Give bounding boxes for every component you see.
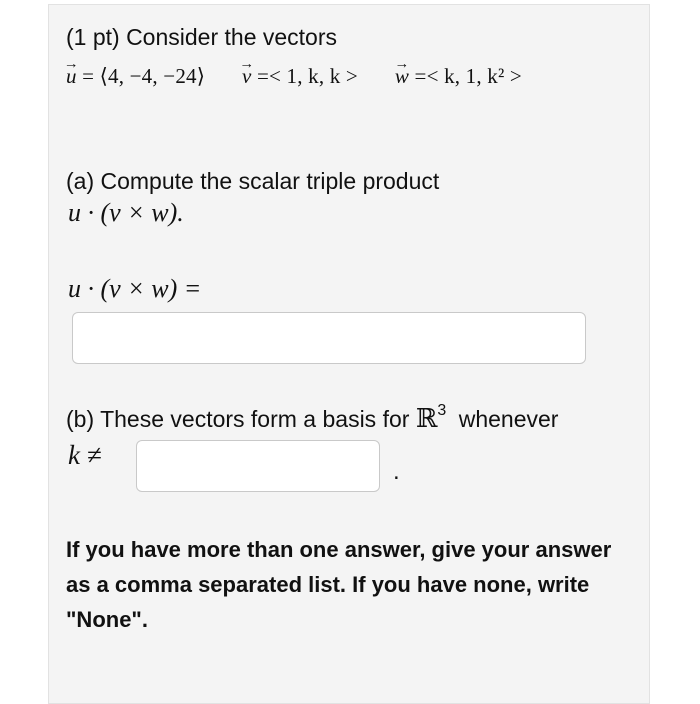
part-b-prompt: [66, 404, 558, 434]
vector-v-definition: =< 1, k, k >: [257, 64, 358, 88]
part-b-period: .: [393, 458, 400, 485]
vector-u-name: → u: [66, 64, 77, 89]
part-b-condition: k ≠: [68, 440, 102, 470]
part-b-prompt-end: whenever: [458, 406, 559, 432]
vector-definitions: [66, 64, 522, 89]
real-space-symbol: ℝ: [415, 404, 438, 434]
part-a-prompt: (a) Compute the scalar triple product: [66, 168, 440, 194]
part-a-answer-label: u · (v × w) =: [68, 274, 202, 303]
part-a-expression: u · (v × w).: [68, 198, 184, 227]
vector-w-name: → w: [395, 64, 409, 89]
real-space-exponent: 3: [437, 402, 447, 419]
part-b-answer-input[interactable]: [136, 440, 380, 492]
vector-v-name: → v: [242, 64, 252, 89]
answer-format-note: If you have more than one answer, give your answer as a comma separated list. If you have none, write "None".: [66, 537, 612, 632]
part-b-prompt-start: (b) These vectors form a basis for: [66, 406, 410, 432]
vector-w-definition: =< k, 1, k² >: [414, 64, 522, 88]
problem-heading: (1 pt) Consider the vectors: [66, 24, 338, 50]
part-a-answer-input[interactable]: [72, 312, 586, 364]
vector-u-definition: = ⟨4, −4, −24⟩: [82, 64, 206, 88]
